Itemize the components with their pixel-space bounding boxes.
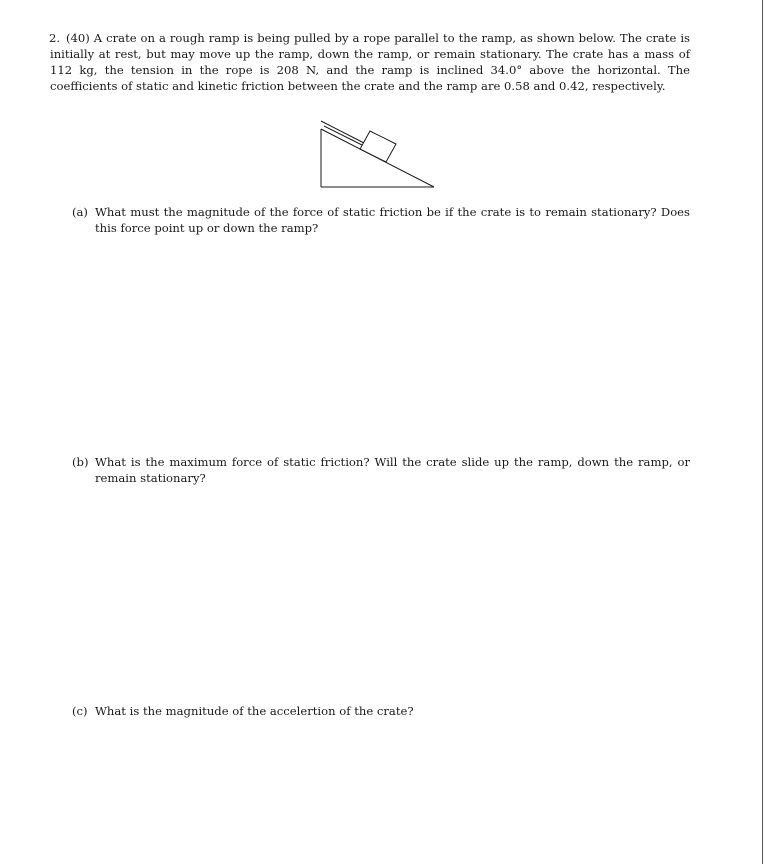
problem-statement (50, 30, 690, 94)
part-b-text: What is the maximum force of static friction? Will the crate slide up the ramp, down the ramp, or remain stationary? (95, 455, 690, 485)
problem-number: 2. (49, 31, 61, 45)
page-edge-rule (762, 0, 763, 864)
question-part-c (72, 703, 690, 719)
part-a-label: (a) (72, 205, 88, 219)
part-b-label: (b) (72, 455, 89, 469)
crate (360, 131, 396, 162)
question-part-a (72, 204, 690, 236)
part-a-text: What must the magnitude of the force of static friction be if the crate is to remain stationary? Does this force point up or down the ramp? (95, 205, 690, 235)
rope-lower (324, 126, 366, 147)
question-part-b (72, 454, 690, 486)
part-c-label: (c) (72, 704, 88, 718)
part-c-text: What is the magnitude of the accelertion of the crate? (95, 704, 414, 718)
problem-text: (40) A crate on a rough ramp is being pulled by a rope parallel to the ramp, as shown below. The crate is initially at rest, but may move up the ramp, down the ramp, or remain stationary. The crate has a mass of 112 kg, the tension in the rope is 208 N, and the ramp is inclined 34.0° above the horizontal. The coefficients of static and kinetic friction between the crate and the ramp are 0.58 and 0.42, respectively. (50, 31, 690, 93)
ramp-figure (318, 117, 438, 191)
